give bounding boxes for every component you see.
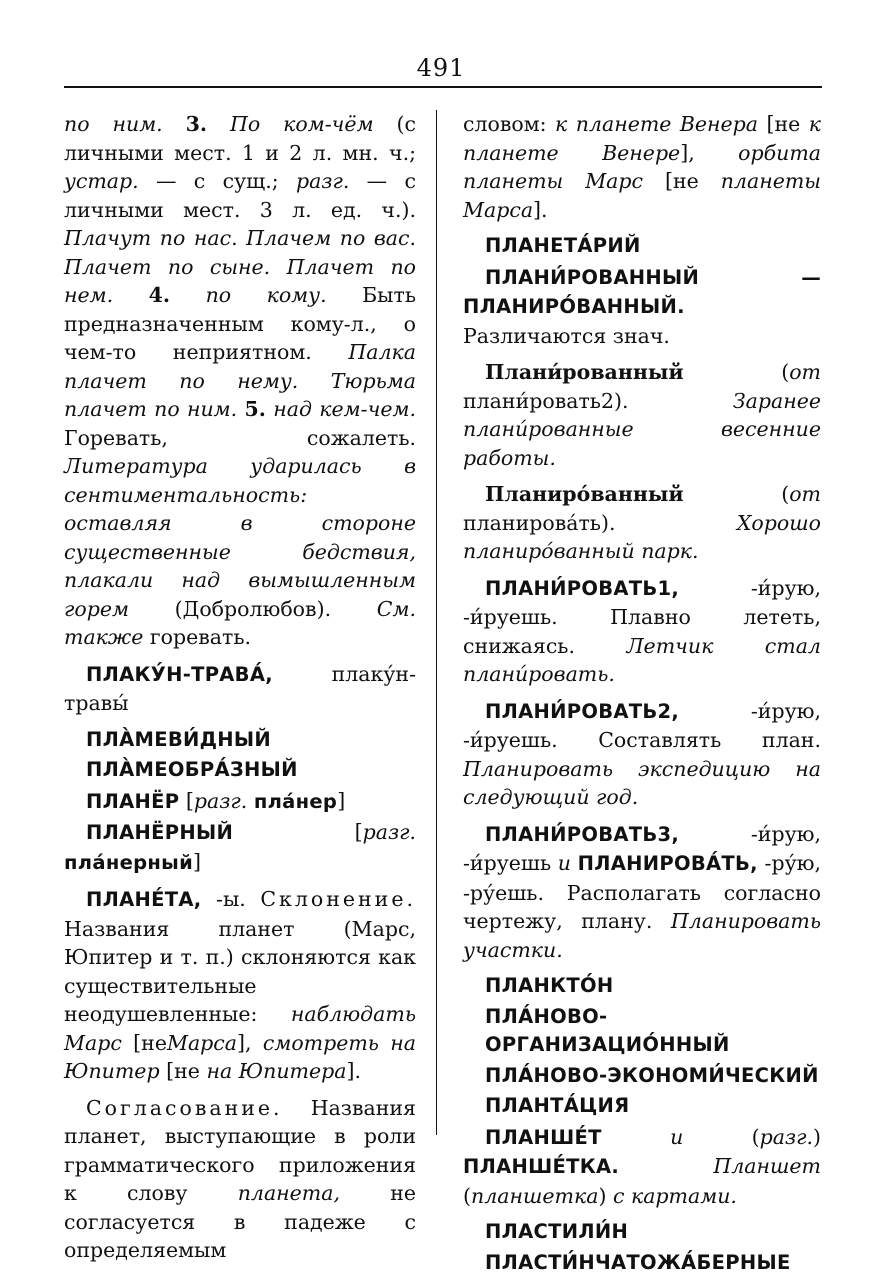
sense-number: 5. (244, 397, 266, 421)
text: ) (598, 1183, 607, 1208)
text: по кому. (205, 283, 327, 307)
label: устар. (64, 169, 139, 193)
text: Названия планет, выступающие в роли грамматического приложения к слову (64, 1095, 416, 1205)
entry-planirovanny-1 (463, 358, 821, 472)
headword: Планиро́ванный (485, 482, 684, 506)
text: — с сущ.; (156, 169, 279, 193)
text: [не (664, 169, 699, 193)
headword: ПЛА̀МЕВИ́ДНЫЙ (86, 727, 272, 751)
text: [ (185, 788, 194, 813)
variant: пла́нер (253, 789, 338, 813)
see-also: См. также (64, 596, 416, 649)
text: по ним. (64, 112, 163, 136)
definition: -и́рую, -и́руешь. Составлять план. (463, 698, 821, 752)
text: ] (193, 849, 202, 874)
label: от (789, 482, 821, 506)
text: ]. (533, 197, 548, 222)
text: ( (751, 1124, 760, 1149)
text: ( (781, 360, 790, 384)
example: Планировать участки. (463, 909, 821, 962)
example: орбита планеты Марс (463, 140, 821, 193)
text: не согласуется в падеже с определяемым (64, 1181, 416, 1262)
headword: ПЛАСТИЛИ́Н (485, 1220, 629, 1243)
headword: ПЛАНИ́РОВАТЬ3, (485, 822, 680, 846)
headword: ПЛАНЕ́ТА, (86, 888, 202, 911)
entry-planirovat-1 (463, 574, 821, 689)
sense-number: 4. (148, 283, 171, 307)
definition: -и́рую, -и́руешь. Плавно лететь, снижаясь. (463, 575, 821, 658)
text: [не (166, 1059, 200, 1083)
text: и (670, 1124, 684, 1149)
text: -и́рую, -и́руешь (463, 821, 821, 875)
headword: ПЛАНТА́ЦИЯ (485, 1094, 630, 1117)
entry-planeta-agreement (64, 1094, 416, 1265)
example: Хорошо планиро́ванный парк. (463, 510, 821, 563)
headword: ПЛАНИРОВА́ТЬ, (577, 852, 758, 875)
text: Названия планет (Марс, Юпитер и т. п.) склоняются как существительные неодушевленные: (64, 916, 416, 1026)
label: разг. (295, 169, 350, 193)
label: разг. (362, 820, 416, 844)
entry-planirovat-3 (463, 820, 821, 965)
text: ( (781, 482, 790, 506)
text: ( (463, 1183, 471, 1208)
headword: ПЛАНИ́РОВАТЬ1, (485, 576, 680, 600)
entry-plakat-continuation (64, 110, 416, 652)
text: планирова́ть). (463, 510, 616, 535)
example: Заранее плани́рованные весенние работы. (463, 388, 821, 470)
example: планеты Марса (463, 169, 821, 222)
header-rule (64, 86, 822, 88)
text: (с личными мест. 1 и 2 л. мн. ч.; (64, 112, 416, 165)
example: Палка плачет по нему. Тюрьма плачет по ним. (64, 340, 416, 421)
text: горевать. (149, 625, 251, 649)
headword: ПЛАНШЕ́ТКА. (463, 1155, 620, 1178)
definition: Горевать, сожалеть. (64, 425, 416, 450)
example: наблюдать Марс (64, 1002, 416, 1055)
example: смотреть на Юпитер (64, 1030, 416, 1083)
headword: ПЛАСТИ́НЧАТОЖА́БЕРНЫЕ (485, 1250, 791, 1274)
definition: -ру́ю, -ру́ешь. Располагать согласно чертежу, плану. (463, 851, 821, 933)
entry-planeta-continuation (463, 110, 821, 224)
headword: ПЛАНКТО́Н (485, 974, 614, 997)
text: [ (354, 820, 363, 844)
headword: ПЛА́НОВО-ОРГАНИЗАЦИО́ННЫЙ (485, 1004, 730, 1056)
headword: ПЛАКУ́Н-ТРАВА́, (86, 662, 273, 686)
example: Марса (166, 1030, 237, 1055)
quotation: Литература ударилась в сентиментальность: оставляя в стороне существенные бедствия, плакали над вымышленным горем (64, 454, 416, 621)
headword: ПЛАНЁРНЫЙ (86, 821, 234, 844)
text: [не (766, 112, 801, 136)
text: -ы. (216, 887, 246, 911)
text: плаку́н-травы́ (64, 661, 416, 715)
text: По ком-чём (230, 112, 374, 136)
example: на Юпитера (206, 1059, 347, 1083)
text: планета, (237, 1181, 340, 1205)
entry-planer (64, 787, 416, 817)
page-number: 491 (416, 54, 466, 82)
example: Летчик стал плани́ровать. (463, 633, 821, 686)
text: плани́ровать2). (463, 388, 629, 413)
section-label: Согласование. (86, 1095, 283, 1120)
example: планшетка (471, 1183, 599, 1208)
text: ]. (346, 1059, 361, 1083)
headword: ПЛАНШЕ́Т (485, 1125, 602, 1149)
headword: ПЛАНИ́РОВАННЫЙ — ПЛАНИРО́ВАННЫЙ. (463, 265, 821, 318)
entry-planirovanny (463, 263, 821, 351)
text: [не (133, 1030, 167, 1055)
entry-planirovat-2 (463, 697, 821, 812)
sense-number: 3. (185, 112, 208, 136)
text: и (557, 851, 571, 875)
headword: Плани́рованный (485, 360, 684, 384)
entry-planerny (64, 818, 416, 877)
example: к планете Венера (555, 112, 759, 136)
text: словом: (463, 112, 547, 136)
entry-planshet (463, 1123, 821, 1211)
headword: ПЛАНИ́РОВАТЬ2, (485, 699, 680, 723)
variant: пла́нерный (64, 850, 194, 874)
label: от (789, 360, 821, 384)
text: ] (337, 788, 346, 813)
right-column (463, 110, 821, 1279)
text: ], (680, 140, 695, 165)
section-label: Склонение. (260, 887, 416, 911)
headword: ПЛА̀МЕОБРА́ЗНЫЙ (86, 758, 298, 781)
text: ], (237, 1030, 252, 1055)
example: Планировать экспедицию на следующий год. (463, 756, 821, 809)
left-column (64, 110, 416, 1273)
entry-plakun-trava (64, 660, 416, 718)
text: — с личными мест. 3 л. ед. ч.). (64, 169, 416, 222)
example: Плачут по нас. Плачем по вас. Плачет по сыне. Плачет по нем. (64, 226, 416, 307)
headword: ПЛА́НОВО-ЭКОНОМИ́ЧЕСКИЙ (485, 1063, 819, 1087)
headword: ПЛАНЕТА́РИЙ (485, 234, 641, 257)
entry-planeta (64, 885, 416, 1086)
label: разг. (759, 1124, 813, 1149)
entry-planirovanny-2 (463, 480, 821, 566)
text: Различаются знач. (463, 323, 670, 348)
example: Планшет (713, 1154, 821, 1178)
column-divider (436, 110, 437, 1135)
headword: ПЛАНЁР (86, 789, 180, 813)
example: к планете Венере (463, 112, 821, 165)
definition: Быть предназначенным кому-л., о чем-то неприятном. (64, 283, 416, 364)
citation: (Добролюбов). (174, 596, 332, 621)
example: с картами. (612, 1183, 737, 1208)
text: ) (812, 1124, 821, 1149)
text: над кем-чем. (273, 397, 416, 421)
label: разг. (193, 788, 248, 813)
